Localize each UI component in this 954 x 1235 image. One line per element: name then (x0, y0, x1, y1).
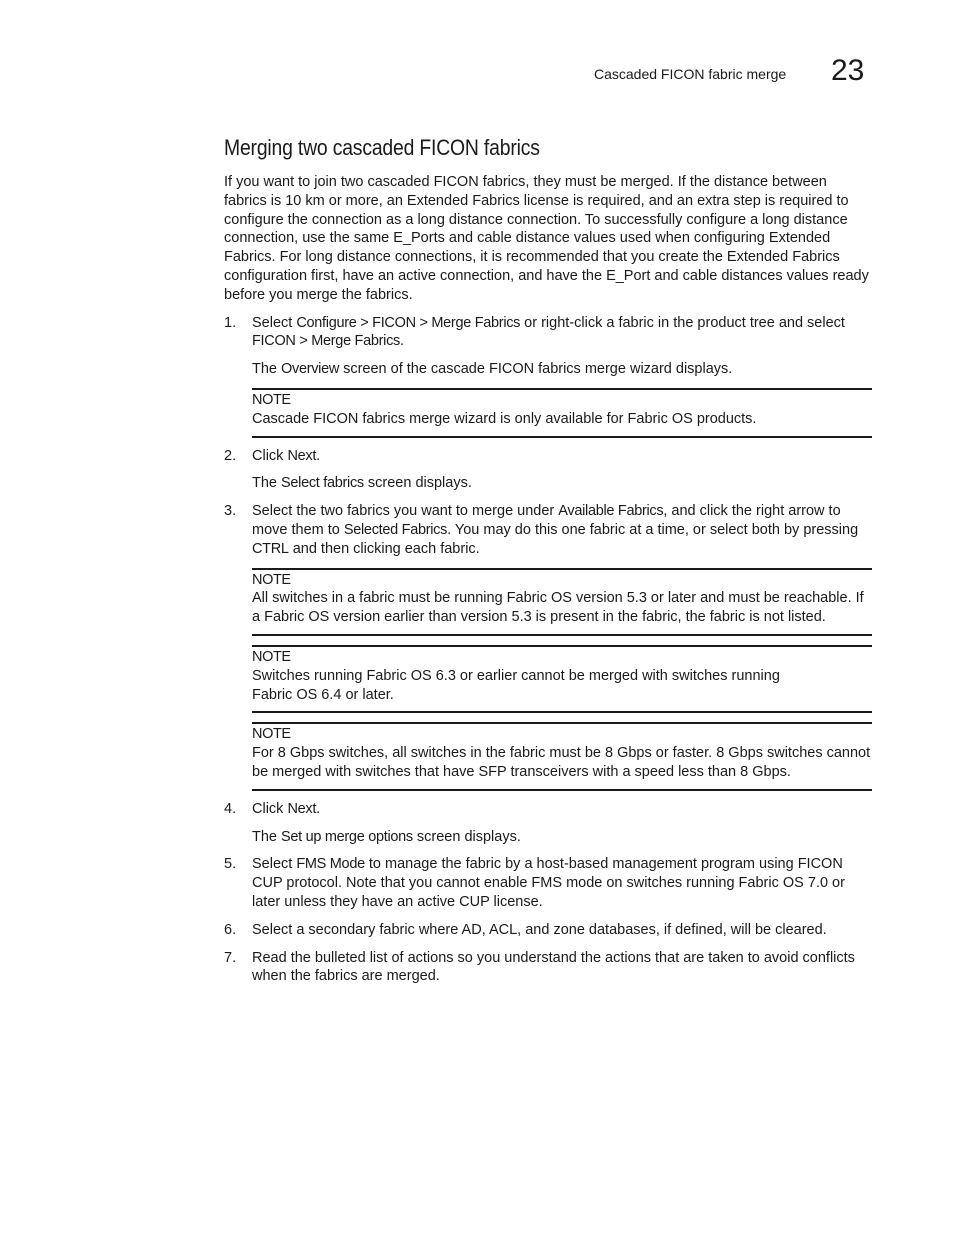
screen-name-set-up-merge-options: Set up merge options (281, 828, 413, 845)
step-text: Select (252, 314, 297, 331)
button-name-next: Next (287, 800, 317, 817)
note-box-3 (252, 645, 872, 713)
result-text: screen displays. (363, 475, 472, 492)
step-number: 5. (224, 856, 237, 873)
list-name-available-fabrics: Available Fabrics (558, 503, 664, 520)
screen-name-overview: Overview (281, 361, 340, 378)
key-name-ctrl: CTRL (252, 540, 289, 557)
menu-path-ficon-merge: FICON > Merge Fabrics (252, 333, 400, 350)
step-text: . (316, 447, 321, 464)
step-text: . (316, 800, 321, 817)
note-text: For 8 Gbps switches, all switches in the fabric must be 8 Gbps or faster. 8 Gbps switches cannot be merged with switches that have SFP transceivers with a speed less than 8 Gbps. (252, 745, 871, 780)
result-text: screen displays. (412, 828, 521, 845)
note-text: All switches in a fabric must be running Fabric OS version 5.3 or later and must be reachable. If a Fabric OS version earlier than version 5.3 is present in the fabric, the fabric is not listed. (252, 590, 864, 626)
result-text: The (252, 475, 282, 492)
note-text-line-2: Fabric OS 6.4 or later. (252, 686, 394, 703)
step-6 (224, 921, 872, 940)
intro-paragraph: If you want to join two cascaded FICON fabrics, they must be merged. If the distance between fabrics is 10 km or more, an Extended Fabrics license is required, and an extra step is required to configure the connection as a long distance connection. To successfully configure a long distance connection, use the same E_Ports and cable distance values used when configuring Extended Fabrics. For long distance connections, it is recommended that you create the Extended Fabrics configuration first, have an active connection, and have the E_Port and cable distances values ready before you merge the fabrics. (224, 174, 869, 303)
note-box-4 (252, 722, 872, 790)
step-4-result (224, 828, 872, 847)
step-1 (224, 314, 872, 352)
note-title: NOTE (252, 571, 291, 588)
note-box-1 (252, 388, 872, 438)
step-number: 7. (224, 949, 237, 966)
step-text: , and click the right arrow to move them to (252, 503, 841, 538)
step-text: or right-click a fabric in the product tree and select (520, 314, 845, 331)
step-text: and then clicking each fabric. (288, 540, 480, 557)
step-text: Select the two fabrics you want to merge under (252, 503, 559, 520)
note-text: Cascade FICON fabrics merge wizard is only available for Fabric OS products. (252, 410, 757, 427)
button-name-next: Next (287, 447, 317, 464)
option-name-fms-mode: FMS Mode (296, 856, 365, 873)
note-title: NOTE (252, 726, 291, 743)
note-text-line-1: Switches running Fabric OS 6.3 or earlier cannot be merged with switches running (252, 667, 780, 684)
step-text: Read the bulleted list of actions so you understand the actions that are taken to avoid conflicts when the fabrics are merged. (252, 949, 855, 985)
step-number: 4. (224, 800, 237, 817)
step-number: 1. (224, 314, 237, 331)
step-1-result (224, 360, 872, 379)
step-text: Click (252, 800, 288, 817)
step-text: . You may do this one fabric at a time, or select both by pressing (447, 521, 859, 538)
step-5 (224, 855, 872, 911)
step-text: . (400, 333, 405, 350)
note-title: NOTE (252, 391, 291, 408)
step-text: to manage the fabric by a host-based management program using FICON CUP protocol. Note that you cannot enable FMS mode on switches running Fabric OS 7.0 or later unless they have an active CUP license. (252, 856, 845, 910)
section-title: Cascaded FICON fabric merge (594, 66, 787, 82)
screen-name-select-fabrics: Select fabrics (281, 475, 364, 492)
step-text: Click (252, 447, 288, 464)
result-text: screen of the cascade FICON fabrics merge wizard displays. (339, 361, 733, 378)
step-text: Select (252, 856, 297, 873)
page-heading: Merging two cascaded FICON fabrics (224, 135, 540, 160)
step-2 (224, 447, 872, 466)
step-2-result (224, 474, 872, 493)
result-text: The (252, 828, 282, 845)
step-number: 6. (224, 921, 237, 938)
chapter-number: 23 (831, 54, 865, 87)
step-number: 2. (224, 447, 237, 464)
result-text: The (252, 361, 282, 378)
note-title: NOTE (252, 648, 291, 665)
list-name-selected-fabrics: Selected Fabrics (343, 521, 448, 538)
note-box-2 (252, 568, 872, 636)
body-content (224, 173, 872, 995)
step-text: Select a secondary fabric where AD, ACL, and zone databases, if defined, will be cleared. (252, 921, 827, 938)
step-3 (224, 502, 872, 558)
step-4 (224, 800, 872, 819)
step-7 (224, 949, 872, 987)
menu-path-configure-ficon-merge: Configure > FICON > Merge Fabrics (296, 314, 521, 331)
step-number: 3. (224, 503, 237, 520)
